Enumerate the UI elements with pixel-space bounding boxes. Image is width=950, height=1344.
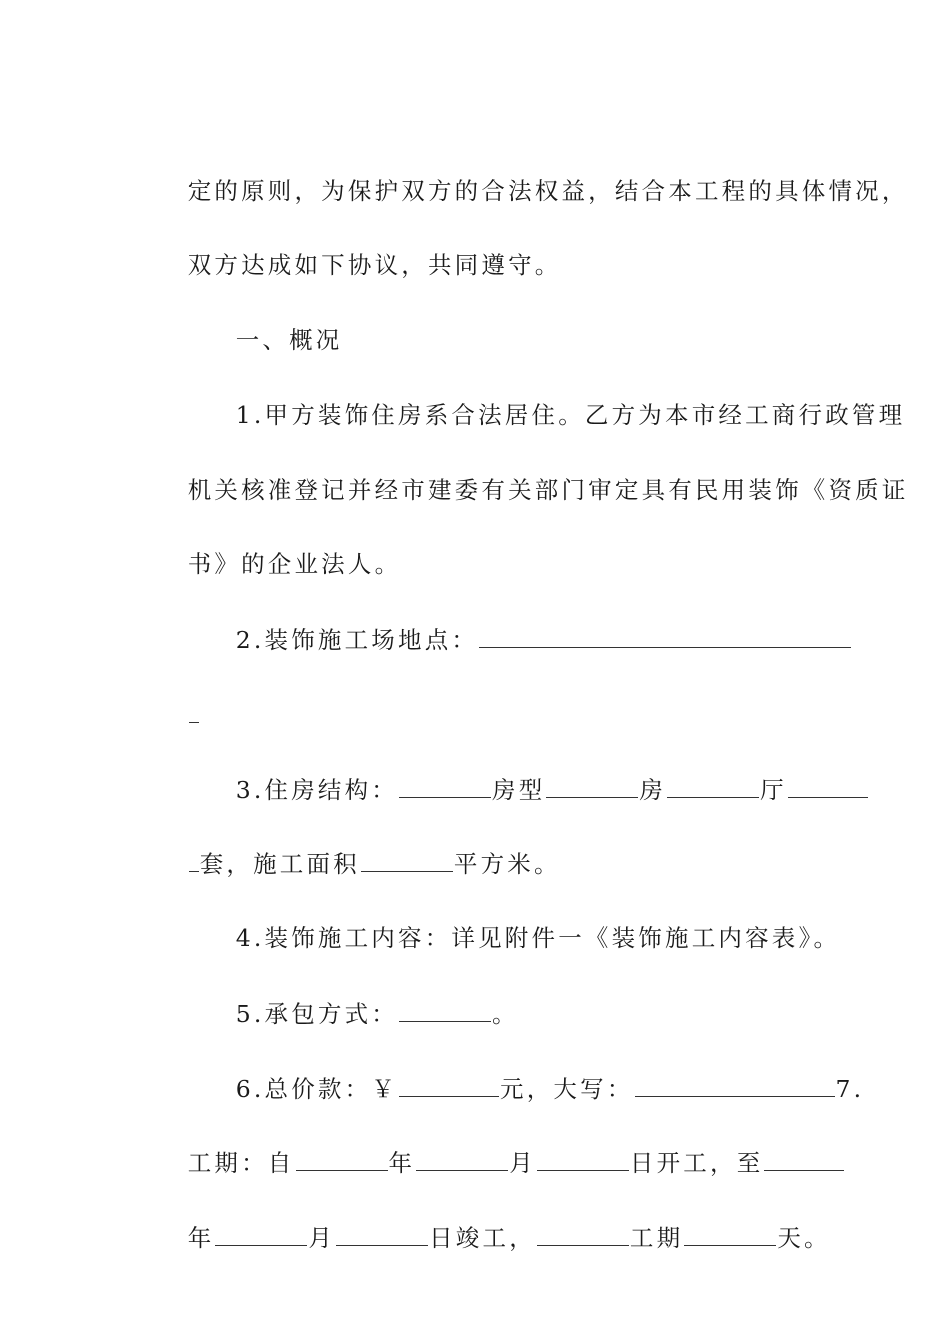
section-heading bbox=[193, 280, 807, 354]
text: 3.住房结构： bbox=[235, 776, 399, 804]
paragraph-line bbox=[193, 953, 807, 1028]
paragraph-line bbox=[145, 504, 807, 578]
paragraph-line bbox=[145, 654, 807, 694]
paragraph-line bbox=[145, 205, 807, 279]
text: 元，大写： bbox=[500, 1075, 634, 1103]
text: 机关核准登记并经市建委有关部门审定具有民用装饰《资质证 bbox=[187, 476, 909, 504]
blank-underline bbox=[336, 1217, 428, 1246]
text: 平方米。 bbox=[453, 850, 561, 878]
text: 年 bbox=[388, 1149, 416, 1177]
blank-underline bbox=[684, 1217, 776, 1246]
paragraph-line bbox=[145, 803, 807, 878]
blank-underline bbox=[635, 1068, 835, 1097]
text: 1.甲方装饰住房系合法居住。乙方为本市经工商行政管理 bbox=[235, 401, 906, 429]
blank-underline bbox=[189, 843, 199, 872]
blank-underline bbox=[537, 1142, 629, 1171]
text: 日竣工， bbox=[429, 1224, 536, 1252]
blank-underline bbox=[361, 843, 453, 872]
blank-underline bbox=[537, 1217, 629, 1246]
paragraph-line bbox=[193, 579, 807, 654]
text: 6.总价款：￥ bbox=[235, 1075, 399, 1103]
blank-underline bbox=[399, 1068, 499, 1097]
text: 房型 bbox=[492, 776, 546, 804]
text: 厅 bbox=[760, 776, 787, 804]
text: 月 bbox=[308, 1224, 336, 1252]
blank-underline bbox=[764, 1142, 844, 1171]
text: 。 bbox=[492, 1000, 519, 1028]
text: 工期 bbox=[629, 1224, 684, 1252]
text: 年 bbox=[187, 1224, 215, 1252]
blank-underline bbox=[546, 769, 638, 798]
blank-underline bbox=[479, 619, 851, 648]
paragraph-line bbox=[145, 430, 909, 504]
text: 双方达成如下协议，共同遵守。 bbox=[187, 251, 562, 279]
paragraph-line bbox=[145, 131, 909, 205]
paragraph-line bbox=[193, 355, 906, 429]
blank-underline bbox=[215, 1217, 307, 1246]
blank-underline bbox=[788, 769, 868, 798]
paragraph-line bbox=[145, 1102, 807, 1177]
blank-underline bbox=[296, 1142, 388, 1171]
text: 工期：自 bbox=[187, 1149, 295, 1177]
blank-underline bbox=[189, 694, 199, 723]
text: 一、概况 bbox=[235, 326, 343, 354]
blank-underline bbox=[416, 1142, 508, 1171]
text: 5.承包方式： bbox=[235, 1000, 399, 1028]
text: 7. bbox=[835, 1075, 865, 1103]
text: 天。 bbox=[777, 1224, 831, 1252]
blank-underline bbox=[399, 993, 491, 1022]
text: 房 bbox=[639, 776, 667, 804]
text: 4.装饰施工内容：详见附件一《装饰施工内容表》。 bbox=[235, 924, 841, 952]
paragraph-line bbox=[193, 729, 807, 804]
text: 月 bbox=[509, 1149, 536, 1177]
blank-underline bbox=[399, 769, 491, 798]
text: 2.装饰施工场地点： bbox=[235, 626, 479, 654]
paragraph-line bbox=[193, 1028, 865, 1103]
paragraph-line bbox=[193, 878, 841, 952]
paragraph-line bbox=[145, 1177, 831, 1252]
blank-underline bbox=[667, 769, 759, 798]
text: 书》的企业法人。 bbox=[187, 550, 402, 578]
text: 定的原则，为保护双方的合法权益，结合本工程的具体情况， bbox=[187, 177, 909, 205]
text: 套，施工面积 bbox=[199, 850, 360, 878]
text: 日开工，至 bbox=[629, 1149, 764, 1177]
